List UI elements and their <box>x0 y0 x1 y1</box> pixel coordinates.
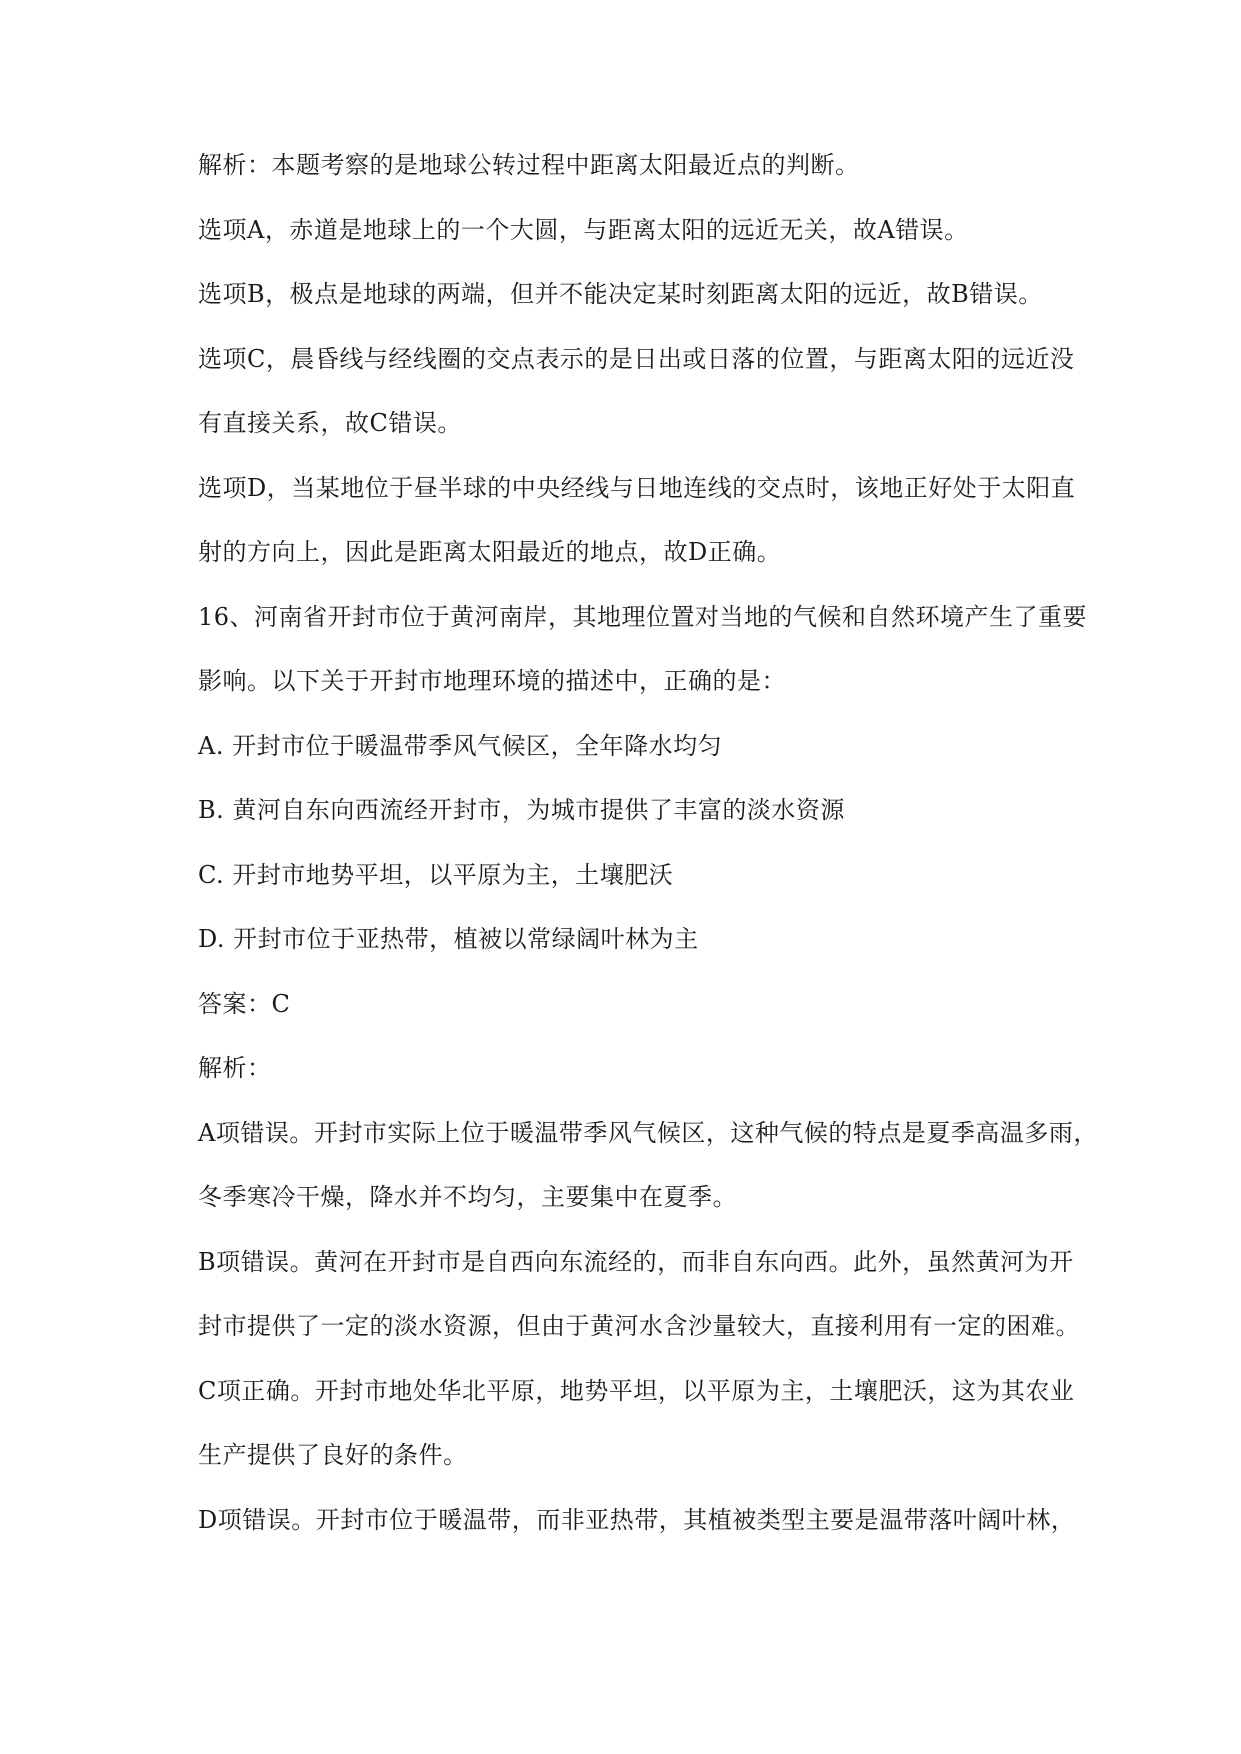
analysis-intro-line: 解析：本题考察的是地球公转过程中距离太阳最近点的判断。 <box>198 151 860 179</box>
item-c-analysis-line-2: 生产提供了良好的条件。 <box>198 1441 468 1469</box>
question-16-analysis-heading: 解析： <box>198 1054 272 1082</box>
item-a-analysis-line-1: A项错误。开封市实际上位于暖温带季风气候区，这种气候的特点是夏季高温多雨， <box>198 1118 1098 1147</box>
document-body <box>198 145 1098 1564</box>
option-d-analysis-line-1: 选项D，当某地位于昼半球的中央经线与日地连线的交点时，该地正好处于太阳直 <box>198 473 1076 502</box>
question-16-option-d: D. 开封市位于亚热带，植被以常绿阔叶林为主 <box>198 925 699 953</box>
question-16-option-b: B. 黄河自东向西流经开封市，为城市提供了丰富的淡水资源 <box>198 796 845 824</box>
question-16-stem-line-1: 16、河南省开封市位于黄河南岸，其地理位置对当地的气候和自然环境产生了重要 <box>198 602 1088 631</box>
question-16-answer: 答案：C <box>198 989 291 1018</box>
item-b-analysis-line-1: B项错误。黄河在开封市是自西向东流经的，而非自东向西。此外，虽然黄河为开 <box>198 1247 1074 1276</box>
option-d-analysis-line-2: 射的方向上，因此是距离太阳最近的地点，故D正确。 <box>198 538 782 566</box>
option-b-analysis-line: 选项B，极点是地球的两端，但并不能决定某时刻距离太阳的远近，故B错误。 <box>198 280 1043 308</box>
item-b-analysis-line-2: 封市提供了一定的淡水资源，但由于黄河水含沙量较大，直接利用有一定的困难。 <box>198 1312 1080 1340</box>
option-c-analysis-line-1: 选项C，晨昏线与经线圈的交点表示的是日出或日落的位置，与距离太阳的远近没 <box>198 344 1075 373</box>
question-16-option-c: C. 开封市地势平坦，以平原为主，土壤肥沃 <box>198 860 674 889</box>
question-16-option-a: A. 开封市位于暖温带季风气候区，全年降水均匀 <box>198 731 723 760</box>
item-c-analysis-line-1: C项正确。开封市地处华北平原，地势平坦，以平原为主，土壤肥沃，这为其农业 <box>198 1376 1075 1405</box>
item-a-analysis-line-2: 冬季寒冷干燥，降水并不均匀，主要集中在夏季。 <box>198 1183 737 1211</box>
question-16-stem-line-2: 影响。以下关于开封市地理环境的描述中，正确的是： <box>198 667 786 695</box>
option-a-analysis-line: 选项A，赤道是地球上的一个大圆，与距离太阳的远近无关，故A错误。 <box>198 215 969 244</box>
item-d-analysis-line-1: D项错误。开封市位于暖温带，而非亚热带，其植被类型主要是温带落叶阔叶林， <box>198 1505 1076 1534</box>
option-c-analysis-line-2: 有直接关系，故C错误。 <box>198 409 462 437</box>
